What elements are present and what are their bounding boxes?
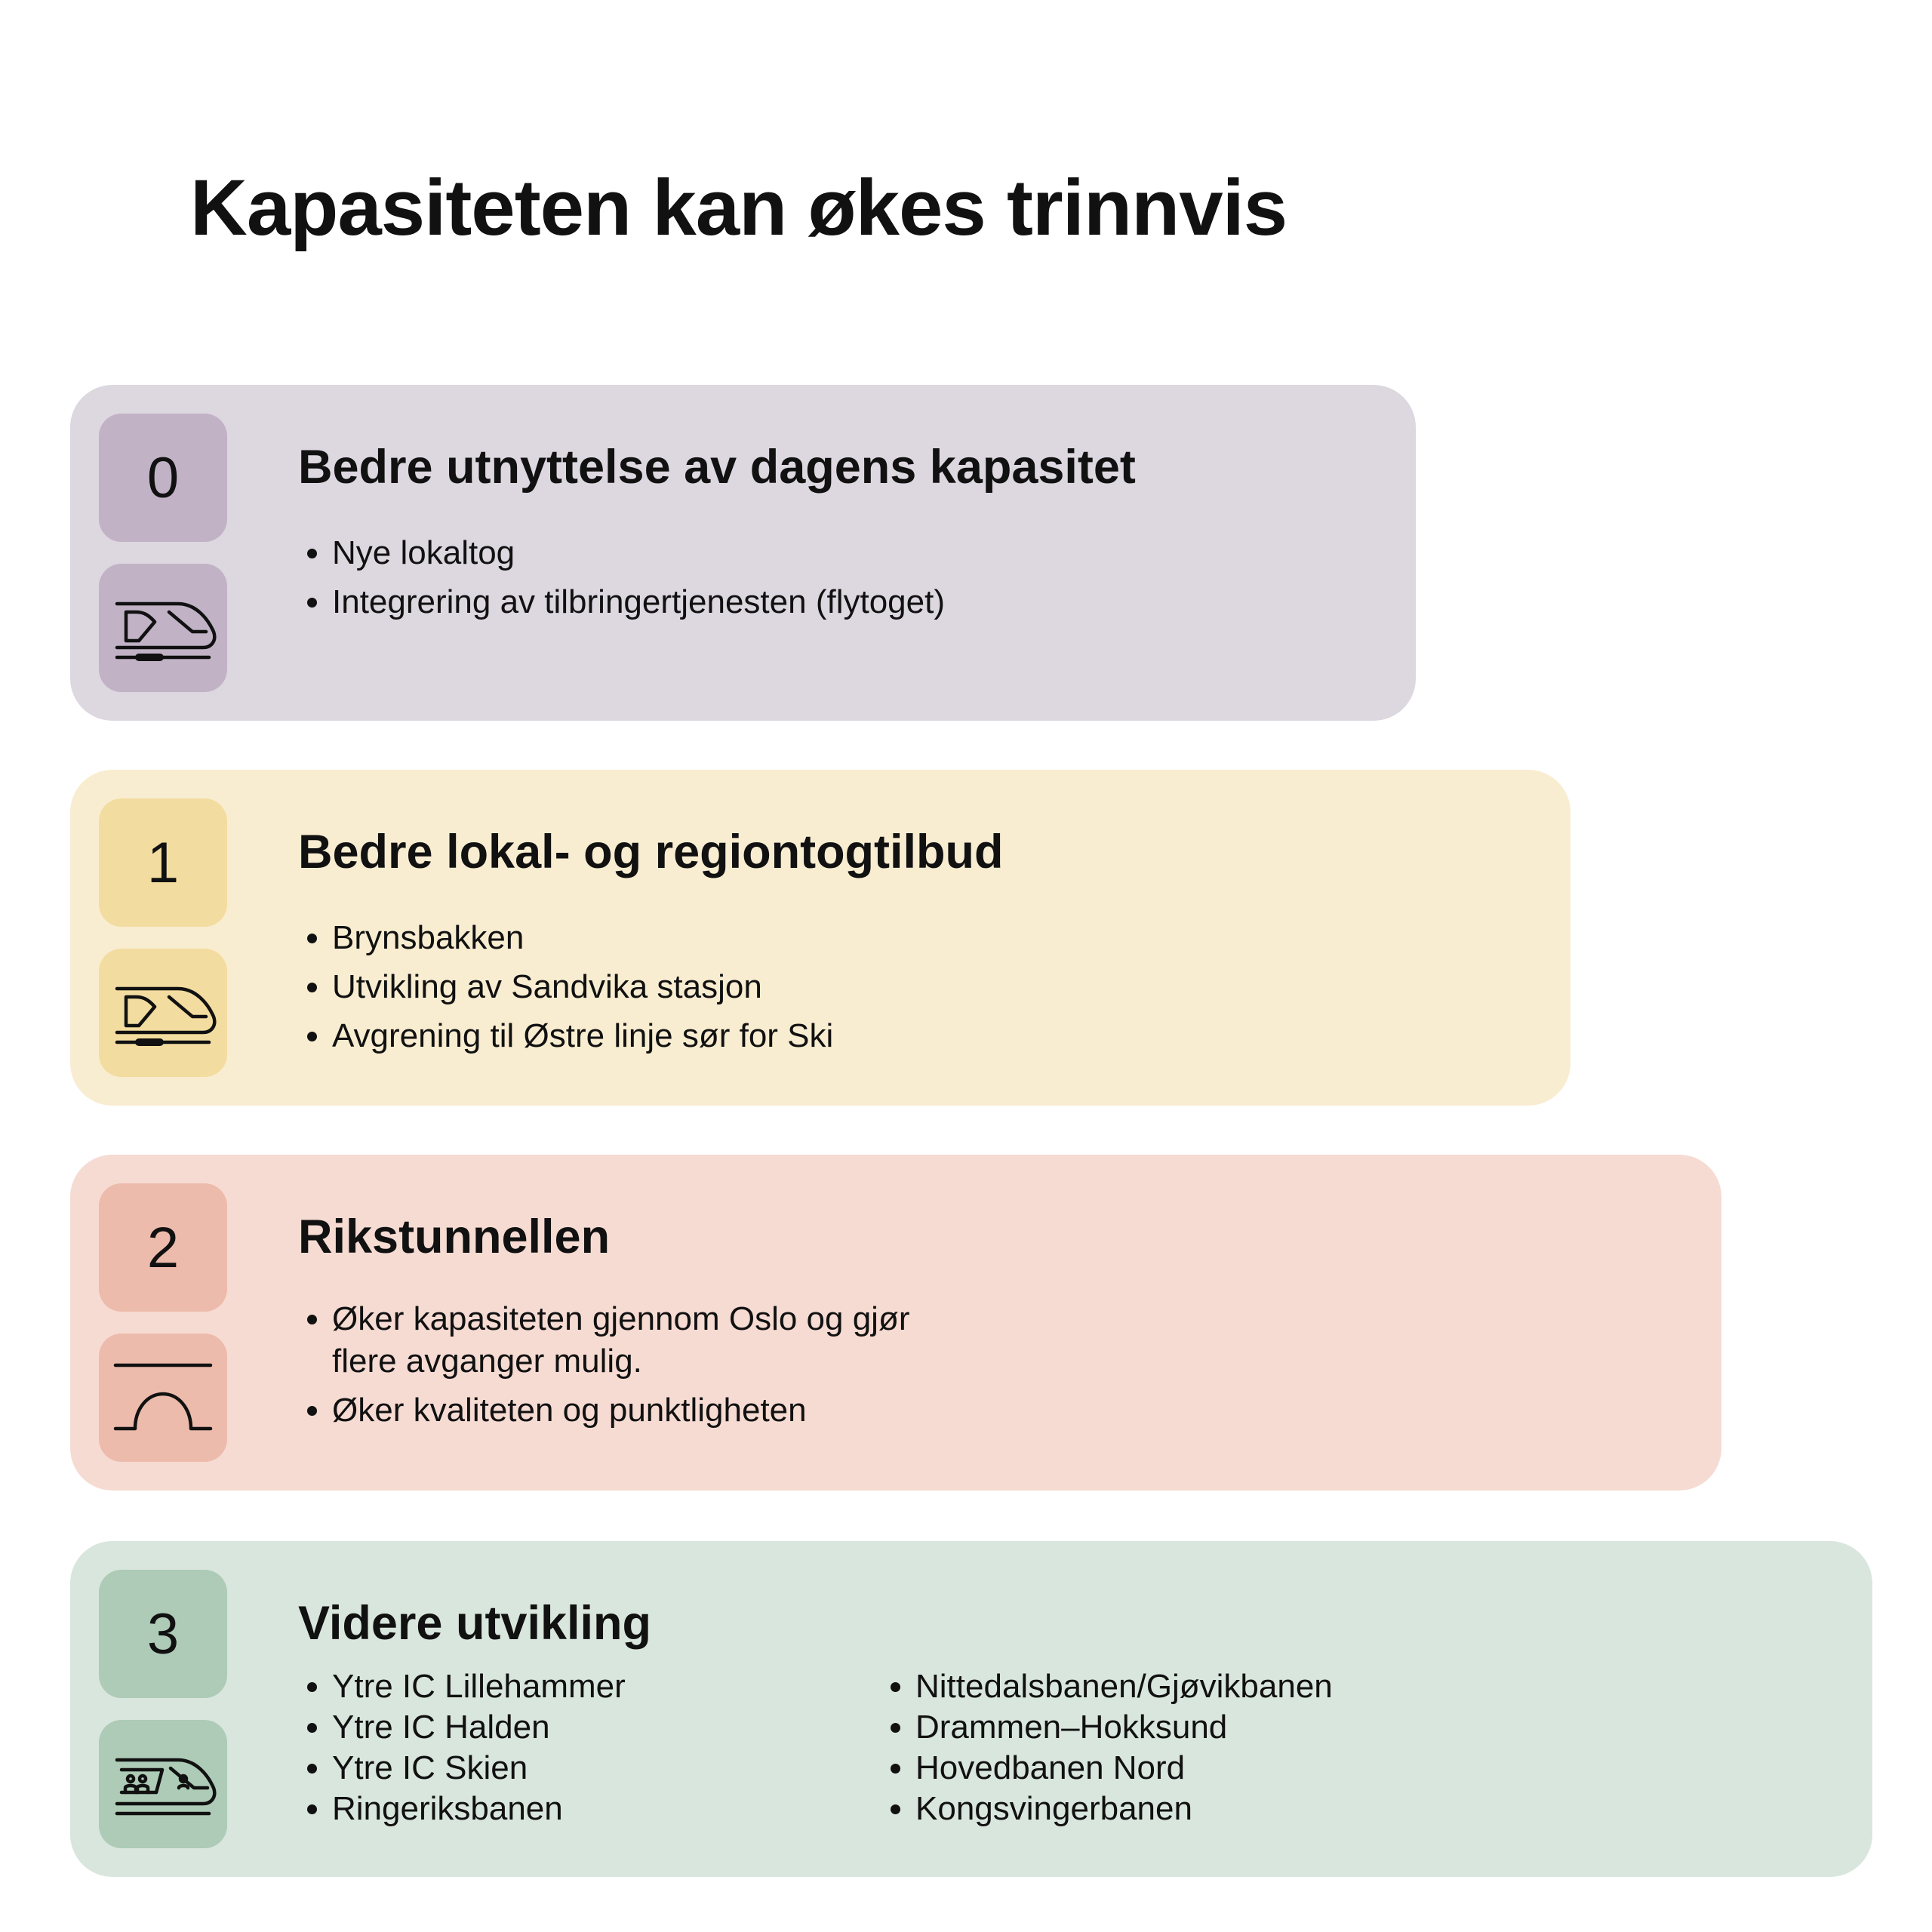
step-title: Bedre lokal- og regiontogtilbud	[298, 826, 1004, 878]
step-card-0	[70, 385, 1416, 721]
list-item: • Ytre IC Halden	[332, 1707, 626, 1748]
list-item: • Ytre IC Lillehammer	[332, 1666, 626, 1707]
list-item: • Nye lokaltog	[332, 528, 945, 577]
step-items-list	[298, 528, 945, 626]
step-number: 0	[146, 445, 180, 510]
list-item: • Brynsbakken	[332, 913, 833, 962]
list-item: • Ringeriksbanen	[332, 1789, 626, 1829]
step-number-badge	[99, 798, 227, 927]
step-items-list	[298, 913, 833, 1060]
step-number-badge	[99, 1570, 227, 1698]
list-item: • Avgrening til Østre linje sør for Ski	[332, 1011, 833, 1060]
step-number-badge	[99, 414, 227, 542]
step-number: 3	[146, 1601, 180, 1666]
list-item: • Kongsvingerbanen	[915, 1789, 1333, 1829]
step-title: Videre utvikling	[298, 1597, 651, 1650]
step-card-1	[70, 770, 1571, 1106]
passenger-train-icon	[99, 1720, 227, 1848]
step-items-list-left	[298, 1666, 626, 1829]
train-icon	[99, 564, 227, 692]
list-item: • Nittedalsbanen/Gjøvikbanen	[915, 1666, 1333, 1707]
train-icon	[99, 949, 227, 1077]
step-card-2	[70, 1155, 1721, 1491]
step-items-list	[298, 1298, 951, 1438]
step-title: Bedre utnyttelse av dagens kapasitet	[298, 441, 1136, 494]
step-items-list-right	[881, 1666, 1333, 1829]
list-item: • Øker kapasiteten gjennom Oslo og gjør flere avganger mulig.	[332, 1298, 951, 1383]
step-card-3	[70, 1541, 1872, 1877]
page-title: Kapasiteten kan økes trinnvis	[190, 164, 1287, 252]
list-item: • Drammen–Hokksund	[915, 1707, 1333, 1748]
step-number: 1	[146, 830, 180, 895]
list-item: • Ytre IC Skien	[332, 1748, 626, 1789]
step-title: Rikstunnellen	[298, 1211, 611, 1263]
list-item: • Øker kvaliteten og punktligheten	[332, 1389, 951, 1432]
list-item: • Hovedbanen Nord	[915, 1748, 1333, 1789]
list-item: • Integrering av tilbringertjenesten (flytoget)	[332, 577, 945, 626]
tunnel-icon	[99, 1334, 227, 1462]
step-number: 2	[146, 1215, 180, 1280]
step-number-badge	[99, 1183, 227, 1312]
list-item: • Utvikling av Sandvika stasjon	[332, 962, 833, 1011]
